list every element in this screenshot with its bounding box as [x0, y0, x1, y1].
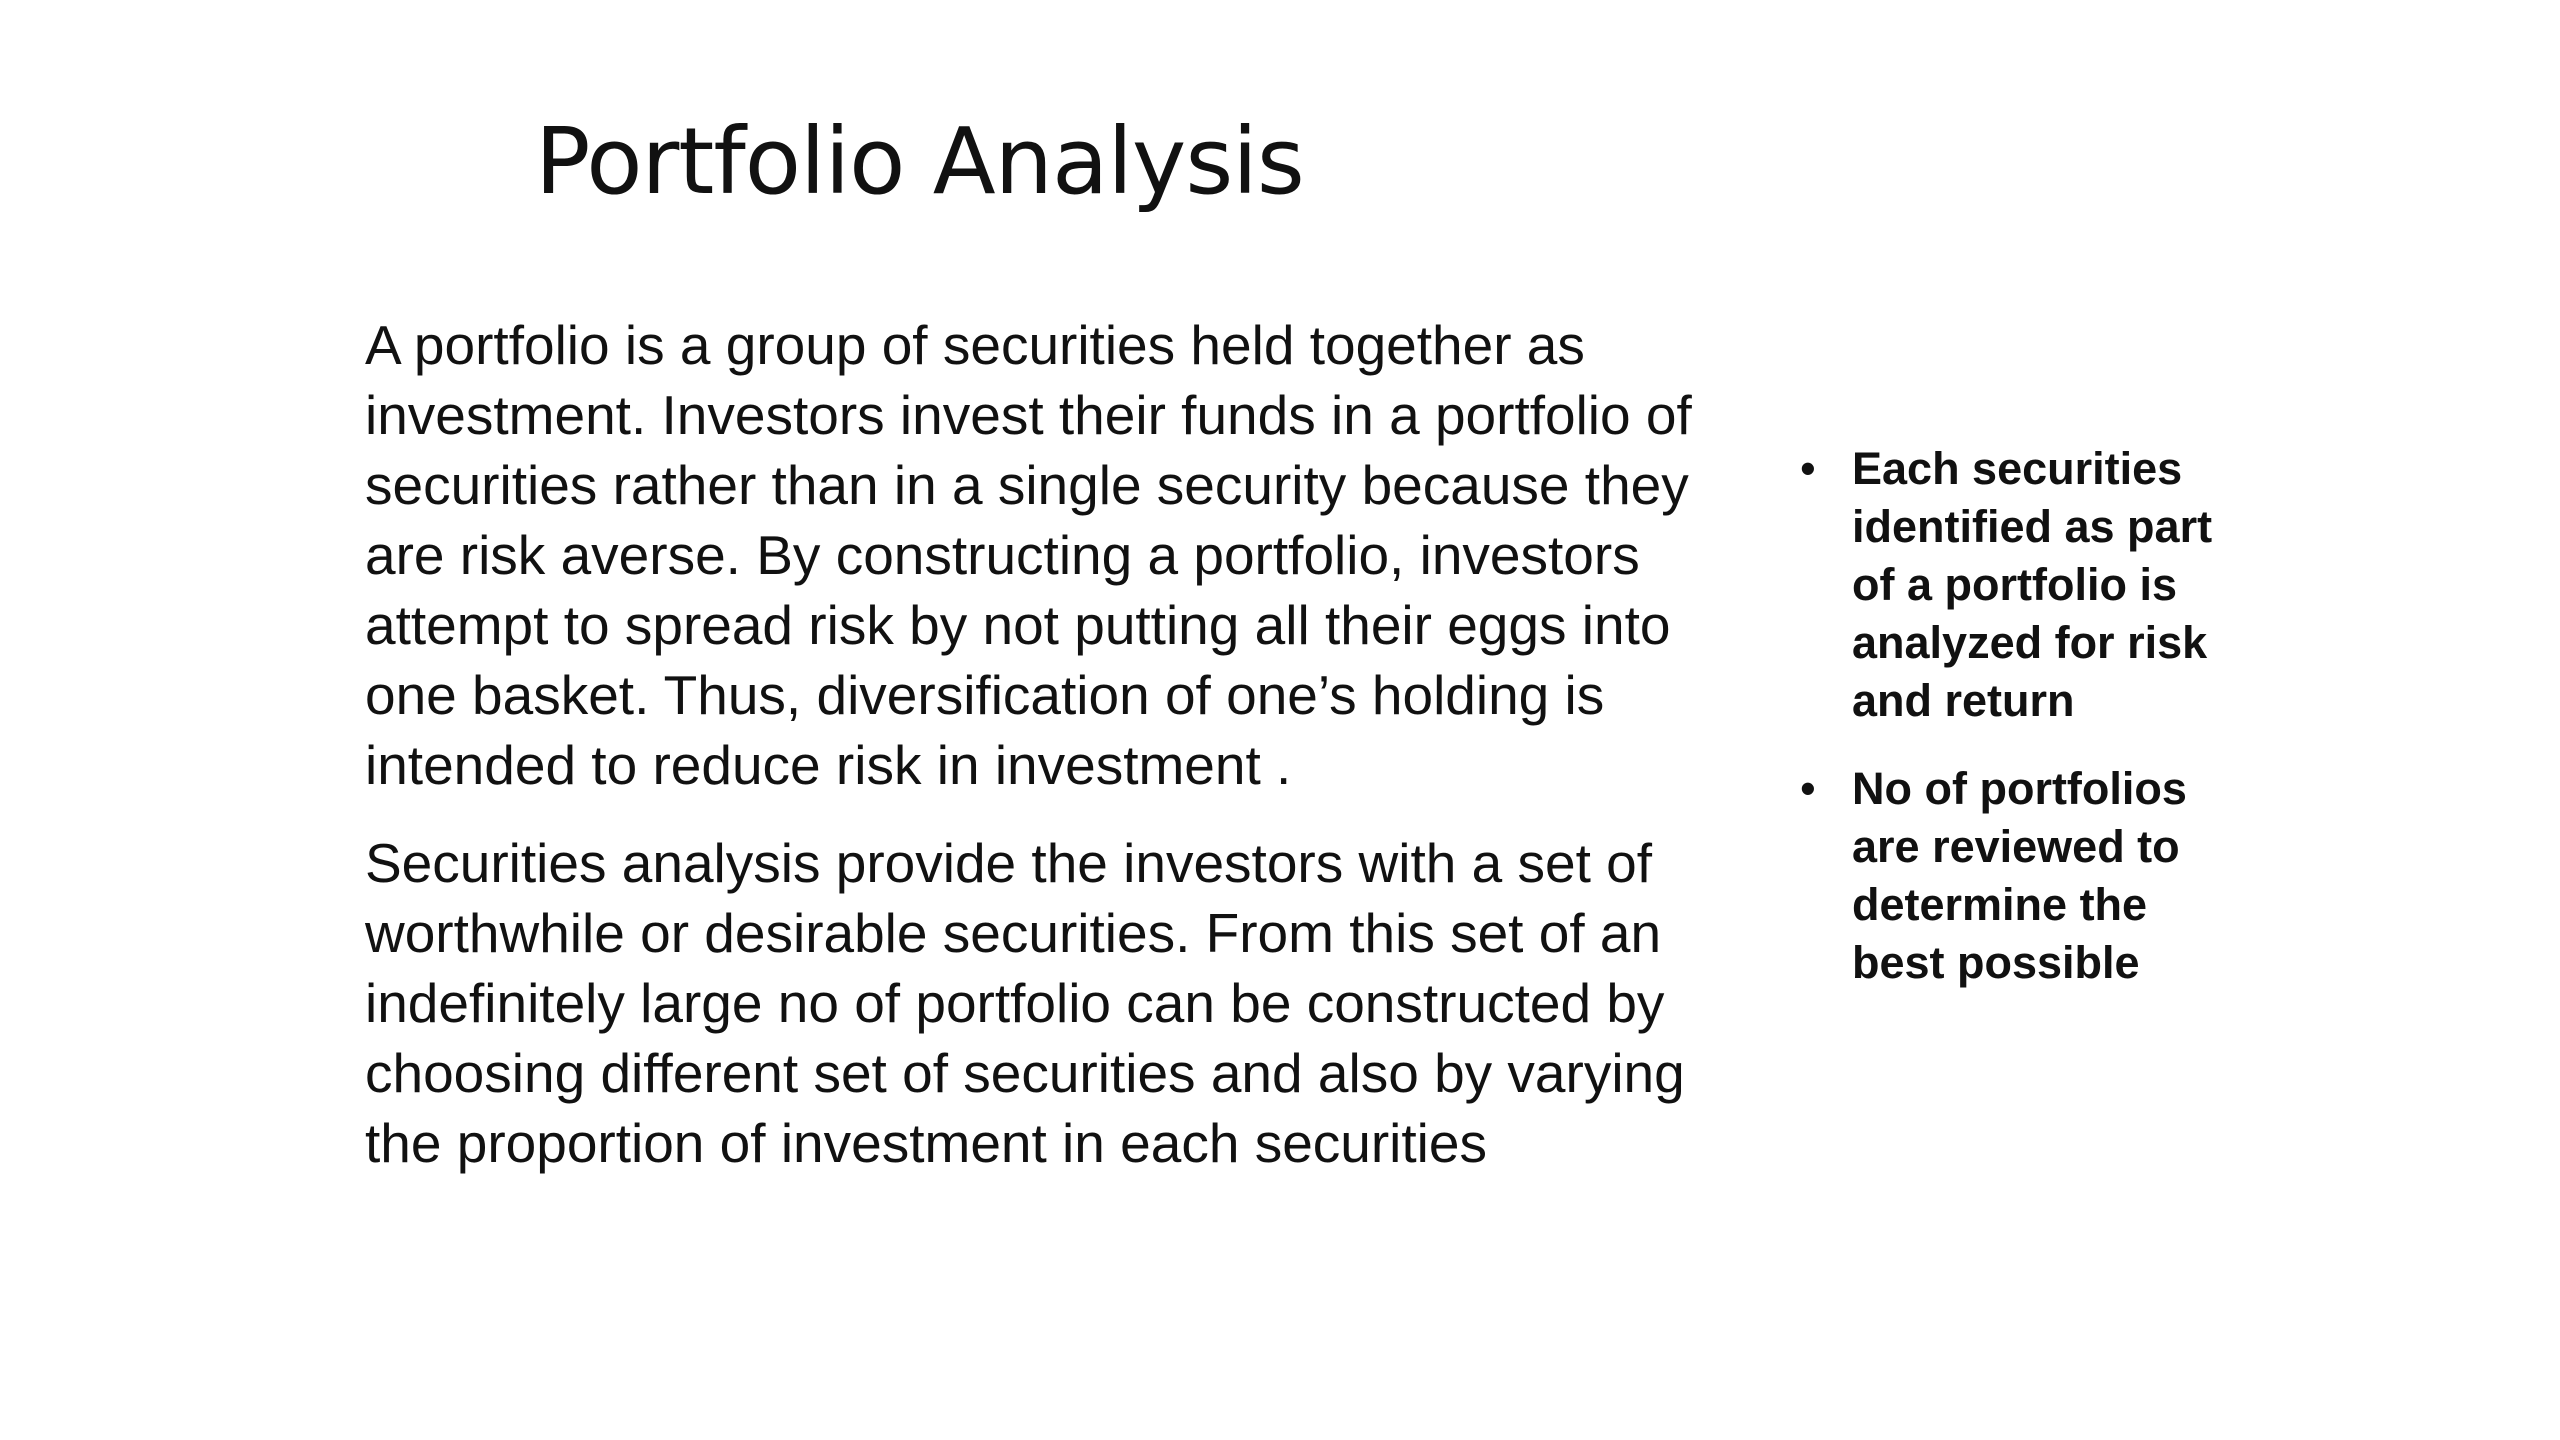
bullet-text-1: Each securities identified as part of a portfolio is analyzed for risk and return [1852, 443, 2213, 726]
bullet-dot-icon: • [1800, 443, 1816, 494]
bullet-item-2 [1790, 760, 2250, 992]
slide-body [365, 310, 1755, 1206]
bullet-item-1 [1790, 440, 2250, 730]
body-paragraph-2: Securities analysis provide the investors with a set of worthwhile or desirable securities. From this set of an indefinitely large no of portfolio can be constructed by choosing different set of securities and also by varying the proportion of investment in each securities [365, 832, 1685, 1174]
body-paragraph-1: A portfolio is a group of securities held together as investment. Investors invest their funds in a portfolio of securities rather than in a single security because they are risk averse. By constructing a portfolio, investors attempt to spread risk by not putting all their eggs into one basket. Thus, diversification of one’s holding is intended to reduce risk in investment . [365, 314, 1692, 796]
side-bullet-list [1790, 440, 2250, 1022]
slide-title: Portfolio Analysis [535, 108, 1304, 215]
bullet-dot-icon: • [1800, 763, 1816, 814]
bullet-text-2: No of portfolios are reviewed to determine the best possible [1852, 763, 2187, 988]
